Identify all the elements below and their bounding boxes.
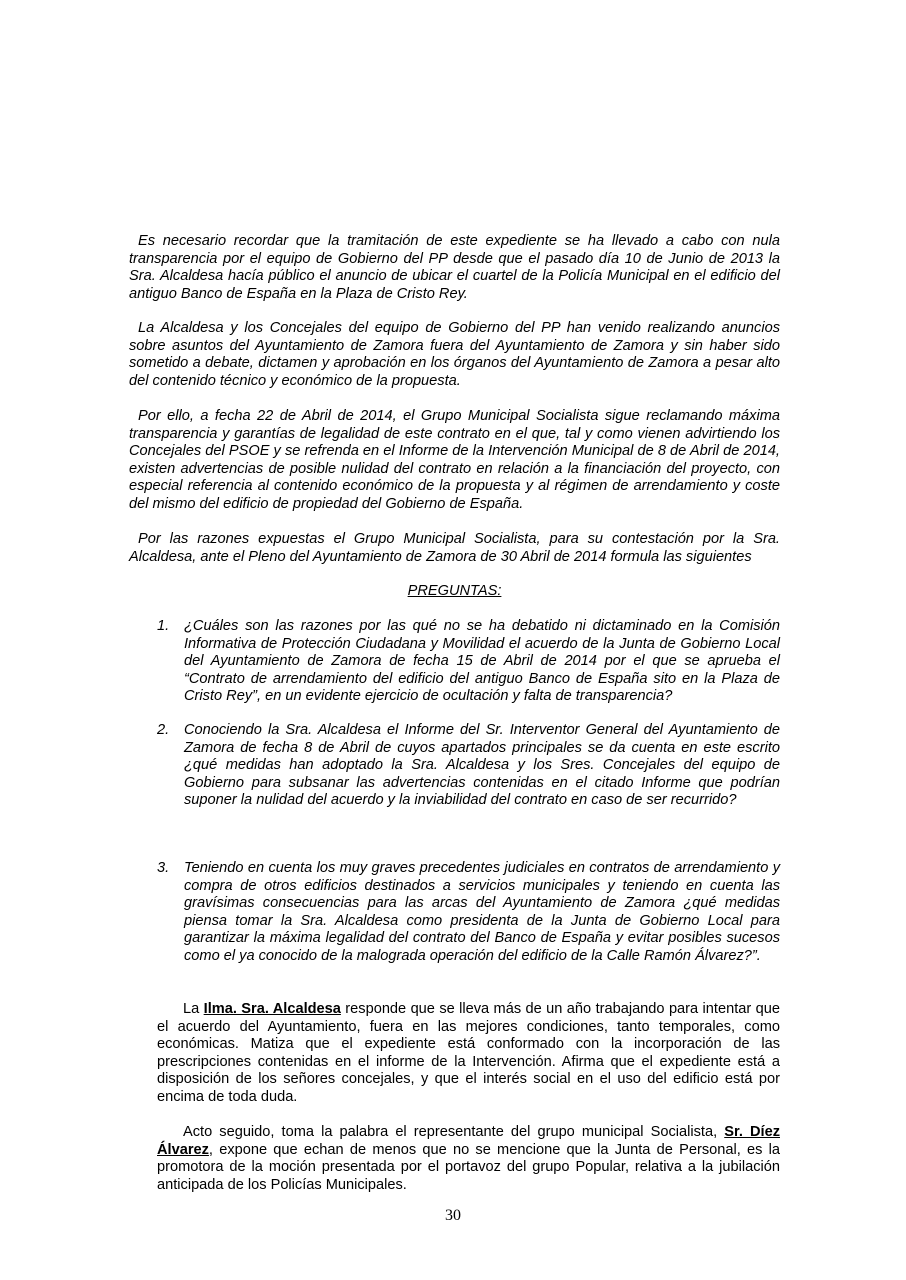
question-text: ¿Cuáles son las razones por las qué no se ha debatido ni dictaminado en la Comisión Informativa de Protección Ciudadana y Movilidad el acuerdo de la Junta de Gobierno Local del Ayuntamiento de Zamora de fecha 15 de Abril de 2014 por el que se aprueba el “Contrato de arrendamiento del edificio del antiguo Banco de España sito en la Plaza de Cristo Rey”, en un evidente ejercicio de ocultación y falta de transparencia? (184, 618, 780, 705)
response-text: , expone que echan de menos que no se mencione que la Junta de Personal, es la promotora de la moción presentada por el portavoz del grupo Popular, relativa a la jubilación anticipada de los Policías Municipales. (157, 1141, 780, 1193)
question-number: 2. (157, 722, 170, 738)
response-text: responde que se lleva más de un año trabajando para intentar que el acuerdo del Ayuntamiento, fuera en las mejores condiciones, tanto temporales, como económicas. Matiza que el expediente está conformado con la incorporación de las prescripciones contenidas en el informe de la Intervención. Afirma que el expediente está a disposición de los señores concejales, y que el interés social en el uso del edificio está por encima de toda duda. (157, 1001, 780, 1105)
paragraph-legality: Por ello, a fecha 22 de Abril de 2014, el Grupo Municipal Socialista sigue reclamando máxima transparencia y garantías de legalidad de este contrato en el que, tal y como vienen advirtiendo los Concejales del PSOE y se refrenda en el Informe de la Intervención Municipal de 8 de Abril de 2014, existen advertencias de posible nulidad del contrato en relación a la financiación del proyecto, con especial referencia al contenido económico de la propuesta y al régimen de arrendamiento y coste del mismo del edificio de propiedad del Gobierno de España. (129, 408, 780, 512)
response-text: La (183, 1001, 204, 1017)
question-text: Teniendo en cuenta los muy graves precedentes judiciales en contratos de arrendamiento y compra de otros edificios destinados a servicios municipales y teniendo en cuenta las gravísimas consecuencias para las arcas del Ayuntamiento de Zamora ¿qué medidas piensa tomar la Sra. Alcaldesa como presidenta de la Junta de Gobierno Local para garantizar la máxima legalidad del contrato del Banco de España y evitar posibles sucesos como el ya conocido de la malograda operación del edificio de la Calle Ramón Álvarez?”. (184, 860, 780, 964)
questions-heading: PREGUNTAS: (407, 583, 502, 599)
question-text: Conociendo la Sra. Alcaldesa el Informe del Sr. Interventor General del Ayuntamiento de Zamora de fecha 8 de Abril de cuyos apartados principales se da cuenta en este escrito ¿qué medidas han adoptado la Sra. Alcaldesa y los Sres. Concejales del equipo de Gobierno para subsanar las advertencias contenidas en el citado Informe que podrían suponer la nulidad del acuerdo y la inviabilidad del contrato en caso de ser recurrido? (184, 722, 780, 809)
page-number: 30 (445, 1207, 461, 1224)
paragraph-transparency: Es necesario recordar que la tramitación de este expediente se ha llevado a cabo con nula transparencia por el equipo de Gobierno del PP desde que el pasado día 10 de Junio de 2013 la Sra. Alcaldesa hacía público el anuncio de ubicar el cuartel de la Policía Municipal en el edificio del antiguo Banco de España en la Plaza de Cristo Rey. (129, 233, 780, 302)
question-number: 1. (157, 618, 170, 634)
speaker-name: Ilma. Sra. Alcaldesa (203, 1001, 341, 1017)
response-text: Acto seguido, toma la palabra el representante del grupo municipal Socialista, (183, 1124, 725, 1140)
paragraph-announcements: La Alcaldesa y los Concejales del equipo de Gobierno del PP han venido realizando anuncios sobre asuntos del Ayuntamiento de Zamora fuera del Ayuntamiento de Zamora y sin haber sido sometido a debate, dictamen y aprobación en los órganos del Ayuntamiento de Zamora a pesar alto del contenido técnico y económico de la propuesta. (129, 320, 780, 389)
speaker-name: Sr. Díez Álvarez (157, 1124, 780, 1158)
response-diez-alvarez (157, 1124, 780, 1194)
question-number: 3. (157, 860, 170, 876)
response-alcaldesa (157, 1001, 780, 1107)
paragraph-reasons: Por las razones expuestas el Grupo Municipal Socialista, para su contestación por la Sra. Alcaldesa, ante el Pleno del Ayuntamiento de Zamora de 30 Abril de 2014 formula las siguientes (129, 531, 780, 565)
